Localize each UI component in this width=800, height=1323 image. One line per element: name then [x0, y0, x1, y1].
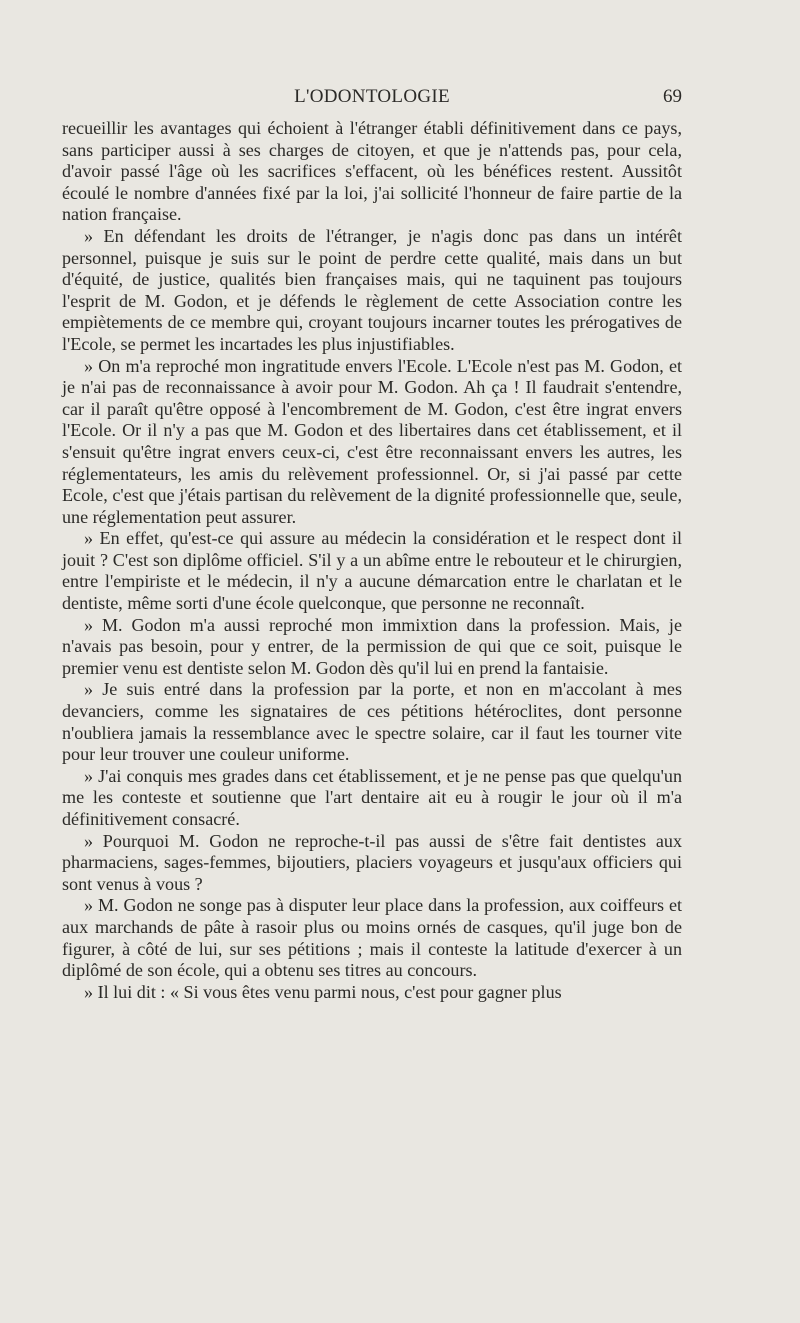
- running-header: [62, 86, 682, 116]
- paragraph: » Je suis entré dans la profession par la porte, et non en m'accolant à mes devanciers, comme les signataires de ces pétitions hétéroclites, dont personne n'oubliera jamais la ressemblance avec le spectre solaire, car il faut les tourner vite pour leur trouver une couleur uniforme.: [62, 679, 682, 765]
- page-number: 69: [663, 86, 682, 107]
- paragraph: recueillir les avantages qui échoient à l'étranger établi définitivement dans ce pays, sans participer aussi à ses charges de citoyen, et que je n'attends pas, pour cela, d'avoir passé l'âge où les sacrifices s'effacent, où les bénéfices restent. Aussitôt écoulé le nombre d'années fixé par la loi, j'ai sollicité l'honneur de faire partie de la nation française.: [62, 118, 682, 225]
- paragraph: » En effet, qu'est-ce qui assure au médecin la considération et le respect dont il jouit ? C'est son diplôme officiel. S'il y a un abîme entre le rebouteur et le chirurgien, entre l'empiriste et le médecin, il n'y a aucune démarcation entre le charlatan et le dentiste, même sorti d'une école quelconque, que personne ne reconnaît.: [62, 528, 682, 614]
- paragraph: » Pourquoi M. Godon ne reproche-t-il pas aussi de s'être fait dentistes aux pharmaciens, sages-femmes, bijoutiers, placiers voyageurs et jusqu'aux officiers qui sont venus à vous ?: [62, 830, 682, 894]
- paragraph: » M. Godon ne songe pas à disputer leur place dans la profession, aux coiffeurs et aux marchands de pâte à rasoir plus ou moins ornés de casques, qu'il juge bon de figurer, à côté de lui, sur ses pétitions ; mais il conteste la latitude d'exercer à un diplômé de son école, qui a obtenu ses titres au concours.: [62, 895, 682, 981]
- paragraph: » En défendant les droits de l'étranger, je n'agis donc pas dans un intérêt personnel, puisque je suis sur le point de perdre cette qualité, mais dans un but d'équité, de justice, qualités bien françaises mais, qui ne taquinent pas toujours l'esprit de M. Godon, et je défends le règlement de cette Association contre les empiètements de ce membre qui, croyant toujours incarner toutes les prérogatives de l'Ecole, se permet les incartades les plus injustifiables.: [62, 225, 682, 354]
- paragraph: » M. Godon m'a aussi reproché mon immixtion dans la profession. Mais, je n'avais pas besoin, pour y entrer, de la permission de qui que ce soit, puisque le premier venu est dentiste selon M. Godon dès qu'il lui en prend la fantaisie.: [62, 614, 682, 678]
- paragraph: » On m'a reproché mon ingratitude envers l'Ecole. L'Ecole n'est pas M. Godon, et je n'ai pas de reconnaissance à avoir pour M. Godon. Ah ça ! Il faudrait s'entendre, car il paraît qu'être opposé à l'encombrement de M. Godon, c'est être ingrat envers l'Ecole. Or il n'y a pas que M. Godon et des libertaires dans cet établissement, et il s'ensuit qu'être ingrat envers ceux-ci, c'est être reconnaissant envers les autres, les réglementateurs, les amis du relèvement professionnel. Or, si j'ai passé par cette Ecole, c'est que j'étais partisan du relèvement de la dignité professionnelle que, seule, une réglementation peut assurer.: [62, 355, 682, 527]
- paragraph: » J'ai conquis mes grades dans cet établissement, et je ne pense pas que quelqu'un me les conteste et soutienne que l'art dentaire ait eu à rougir le jour où il m'a définitivement consacré.: [62, 765, 682, 829]
- running-title: L'ODONTOLOGIE: [294, 86, 450, 107]
- body-text: [62, 118, 682, 1003]
- paragraph: » Il lui dit : « Si vous êtes venu parmi nous, c'est pour gagner plus: [84, 981, 562, 1002]
